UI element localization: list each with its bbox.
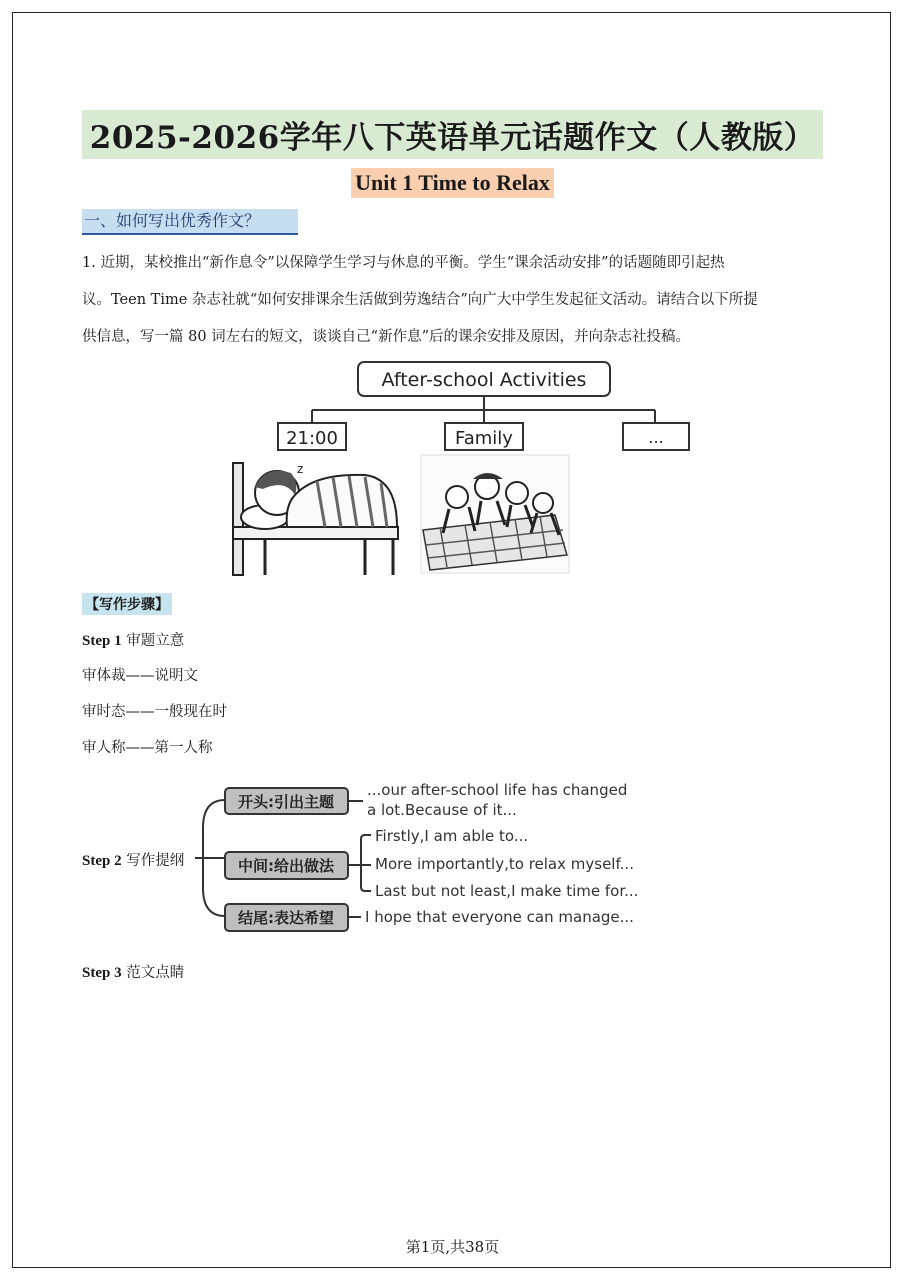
sleeping-child-illustration xyxy=(233,462,398,575)
prompt-line: 议。Teen Time 杂志社就“如何安排课余生活做到劳逸结合”向广大中学生发起征文活动。请结合以下所提 xyxy=(82,292,758,308)
outline-end-text: I hope that everyone can manage... xyxy=(365,908,634,926)
outline-middle-text: Last but not least,I make time for... xyxy=(375,882,639,900)
document-title: 2025-2026学年八下英语单元话题作文（人教版） xyxy=(0,110,905,159)
step2-heading: Step 2 写作提纲 xyxy=(82,853,185,869)
root-label: After-school Activities xyxy=(381,369,587,391)
family-picnic-illustration xyxy=(421,455,569,573)
child-label-more: ... xyxy=(648,428,664,447)
outline-start-text: a lot.Because of it... xyxy=(367,801,517,819)
outline-middle-text: More importantly,to relax myself... xyxy=(375,855,634,873)
page-number: 第1页,共38页 xyxy=(405,1238,500,1256)
prompt-line: 供信息，写一篇 80 词左右的短文，谈谈自己“新作息”后的课余安排及原因，并向杂志社投稿。 xyxy=(82,329,690,345)
child-label-time: 21:00 xyxy=(286,428,338,449)
outline-start-label: 开头:引出主题 xyxy=(238,793,334,811)
step1-item: 审时态——一般现在时 xyxy=(82,704,227,720)
outline-start-text: ...our after-school life has changed xyxy=(367,781,628,799)
outline-middle-label: 中间:给出做法 xyxy=(238,857,334,875)
unit-subtitle: Unit 1 Time to Relax xyxy=(0,168,905,198)
outline-middle-text: Firstly,I am able to... xyxy=(375,827,529,845)
prompt-paragraph xyxy=(82,245,837,356)
prompt-line: 1. 近期，某校推出“新作息令”以保障学生学习与休息的平衡。学生“课余活动安排”的话题随即引起热 xyxy=(82,255,725,271)
step1-item: 审人称——第一人称 xyxy=(82,740,213,756)
step3-heading: Step 3 范文点睛 xyxy=(82,965,185,981)
activities-diagram xyxy=(225,355,705,580)
svg-text:z: z xyxy=(297,462,304,476)
section-heading: 一、如何写出优秀作文？ xyxy=(82,209,298,233)
child-label-family: Family xyxy=(455,428,513,449)
outline-mindmap xyxy=(195,773,655,943)
step1-item: 审体裁——说明文 xyxy=(82,668,198,684)
writing-steps-tag: 【写作步骤】 xyxy=(82,593,172,615)
outline-end-label: 结尾:表达希望 xyxy=(238,909,334,927)
step1-heading: Step 1 审题立意 xyxy=(82,633,185,649)
